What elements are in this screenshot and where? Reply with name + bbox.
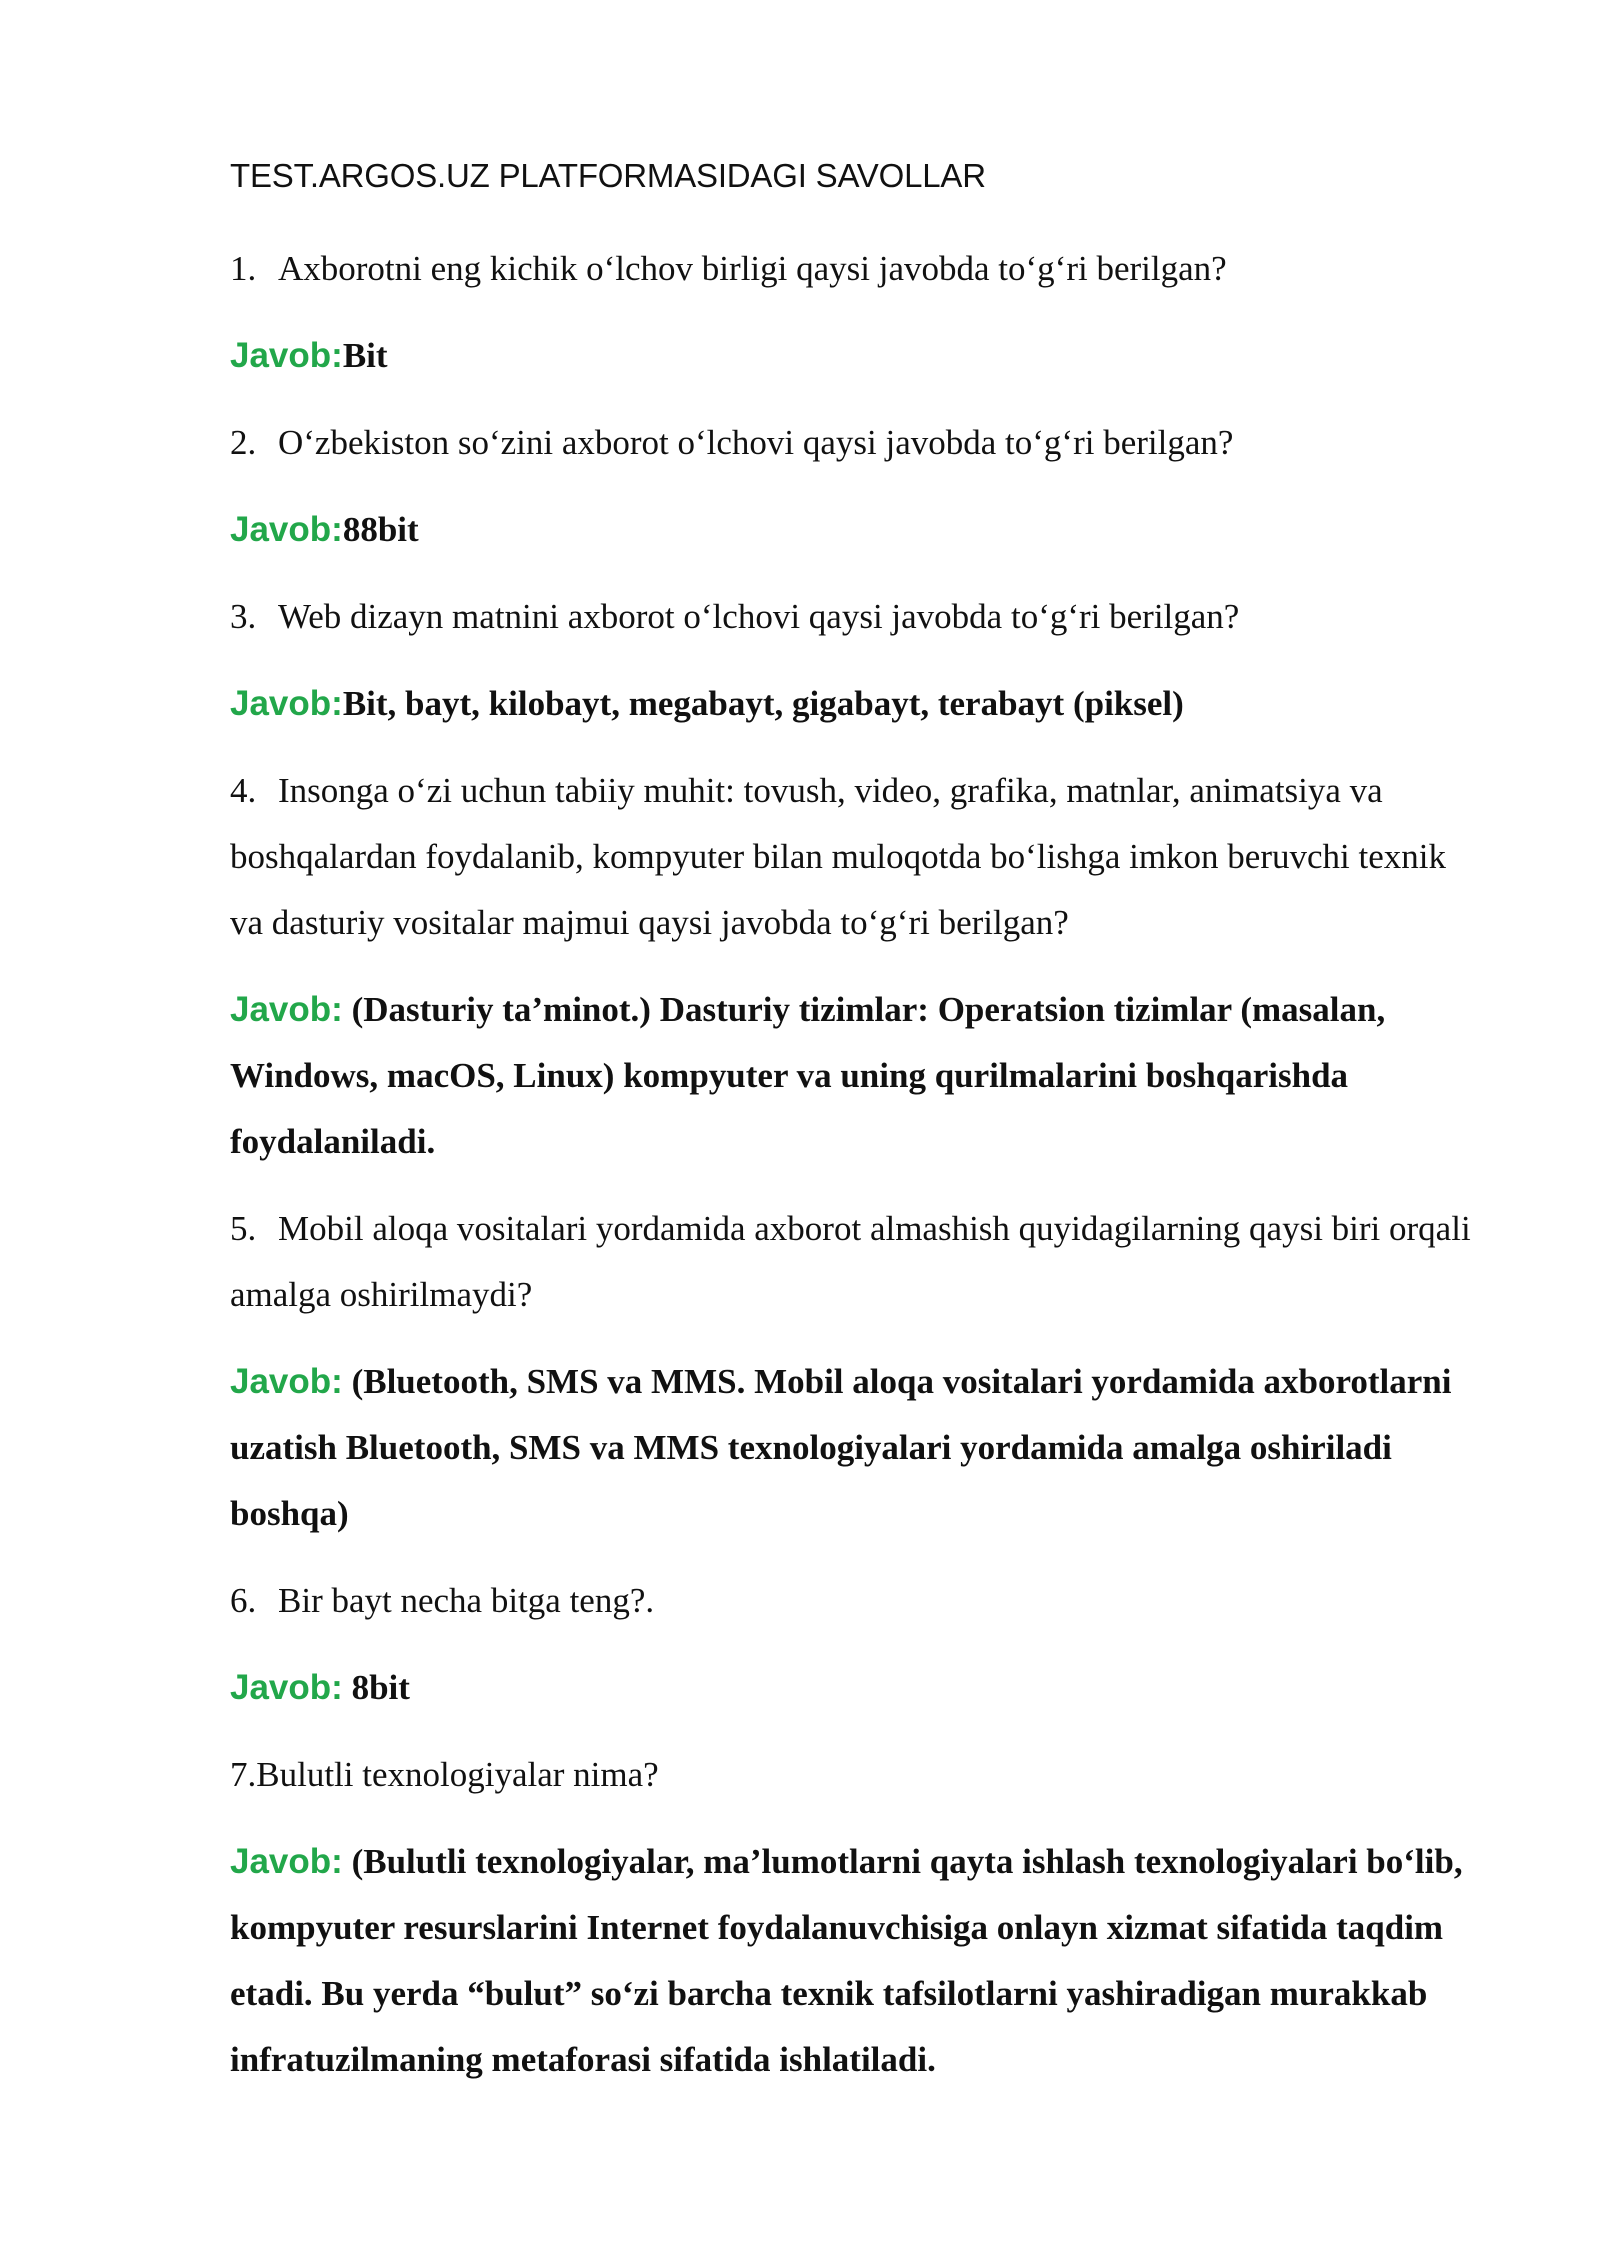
question-number: 7.	[230, 1755, 257, 1794]
document-title: TEST.ARGOS.UZ PLATFORMASIDAGI SAVOLLAR	[230, 157, 986, 194]
answer-text: (Bulutli texnologiyalar, ma’lumotlarni qayta ishlash texnologiyalari bo‘lib, kompyuter resurslarini Internet foydalanuvchisiga onlayn xizmat sifatida taqdim etadi. Bu yerda “bulut” so‘zi barcha texnik tafsilotlarni yashiradigan murakkab infratuzilmaning metaforasi sifatida ishlatiladi.	[230, 1842, 1463, 2079]
question-3	[230, 584, 1480, 650]
answer-text: Bit	[342, 336, 388, 375]
answer-text: (Dasturiy ta’minot.) Dasturiy tizimlar: Operatsion tizimlar (masalan, Windows, macOS, Linux) kompyuter va uning qurilmalarini boshqarishda foydalaniladi.	[230, 990, 1386, 1161]
question-6	[230, 1568, 1480, 1634]
question-1	[230, 236, 1480, 302]
question-text: Bulutli texnologiyalar nima?	[256, 1755, 659, 1794]
answer-label: Javob:	[230, 336, 343, 375]
question-5	[230, 1196, 1480, 1328]
answer-label: Javob:	[230, 510, 343, 549]
answer-4	[230, 977, 1480, 1175]
answer-text: (Bluetooth, SMS va MMS. Mobil aloqa vositalari yordamida axborotlarni uzatish Bluetooth, SMS va MMS texnologiyalari yordamida amalga oshiriladi boshqa)	[230, 1362, 1452, 1533]
answer-label: Javob:	[230, 1668, 343, 1707]
question-2	[230, 410, 1480, 476]
question-number: 1.	[230, 249, 257, 288]
question-text: Axborotni eng kichik o‘lchov birligi qaysi javobda to‘g‘ri berilgan?	[278, 249, 1227, 288]
question-text: Bir bayt necha bitga teng?.	[278, 1581, 655, 1620]
question-number: 3.	[230, 597, 257, 636]
answer-text: 8bit	[342, 1668, 410, 1707]
question-text: Insonga o‘zi uchun tabiiy muhit: tovush, video, grafika, matnlar, animatsiya va boshqalardan foydalanib, kompyuter bilan muloqotda bo‘lishga imkon beruvchi texnik va dasturiy vositalar majmui qaysi javobda to‘g‘ri berilgan?	[230, 771, 1446, 942]
document-page	[230, 152, 1480, 2114]
answer-1	[230, 323, 1480, 389]
answer-7	[230, 1829, 1480, 2093]
question-text: Mobil aloqa vositalari yordamida axborot almashish quyidagilarning qaysi biri orqali amalga oshirilmaydi?	[230, 1209, 1471, 1314]
question-number: 2.	[230, 423, 257, 462]
answer-5	[230, 1349, 1480, 1547]
question-7	[230, 1742, 1480, 1808]
answer-6	[230, 1655, 1480, 1721]
answer-2	[230, 497, 1480, 563]
answer-text: Bit, bayt, kilobayt, megabayt, gigabayt, terabayt (piksel)	[342, 684, 1184, 723]
question-number: 6.	[230, 1581, 257, 1620]
question-4	[230, 758, 1480, 956]
question-text: Web dizayn matnini axborot o‘lchovi qaysi javobda to‘g‘ri berilgan?	[278, 597, 1240, 636]
answer-3	[230, 671, 1480, 737]
question-number: 5.	[230, 1209, 257, 1248]
question-text: O‘zbekiston so‘zini axborot o‘lchovi qaysi javobda to‘g‘ri berilgan?	[278, 423, 1234, 462]
answer-label: Javob:	[230, 1362, 343, 1401]
question-number: 4.	[230, 771, 257, 810]
answer-label: Javob:	[230, 684, 343, 723]
answer-text: 88bit	[342, 510, 419, 549]
answer-label: Javob:	[230, 990, 343, 1029]
answer-label: Javob:	[230, 1842, 343, 1881]
